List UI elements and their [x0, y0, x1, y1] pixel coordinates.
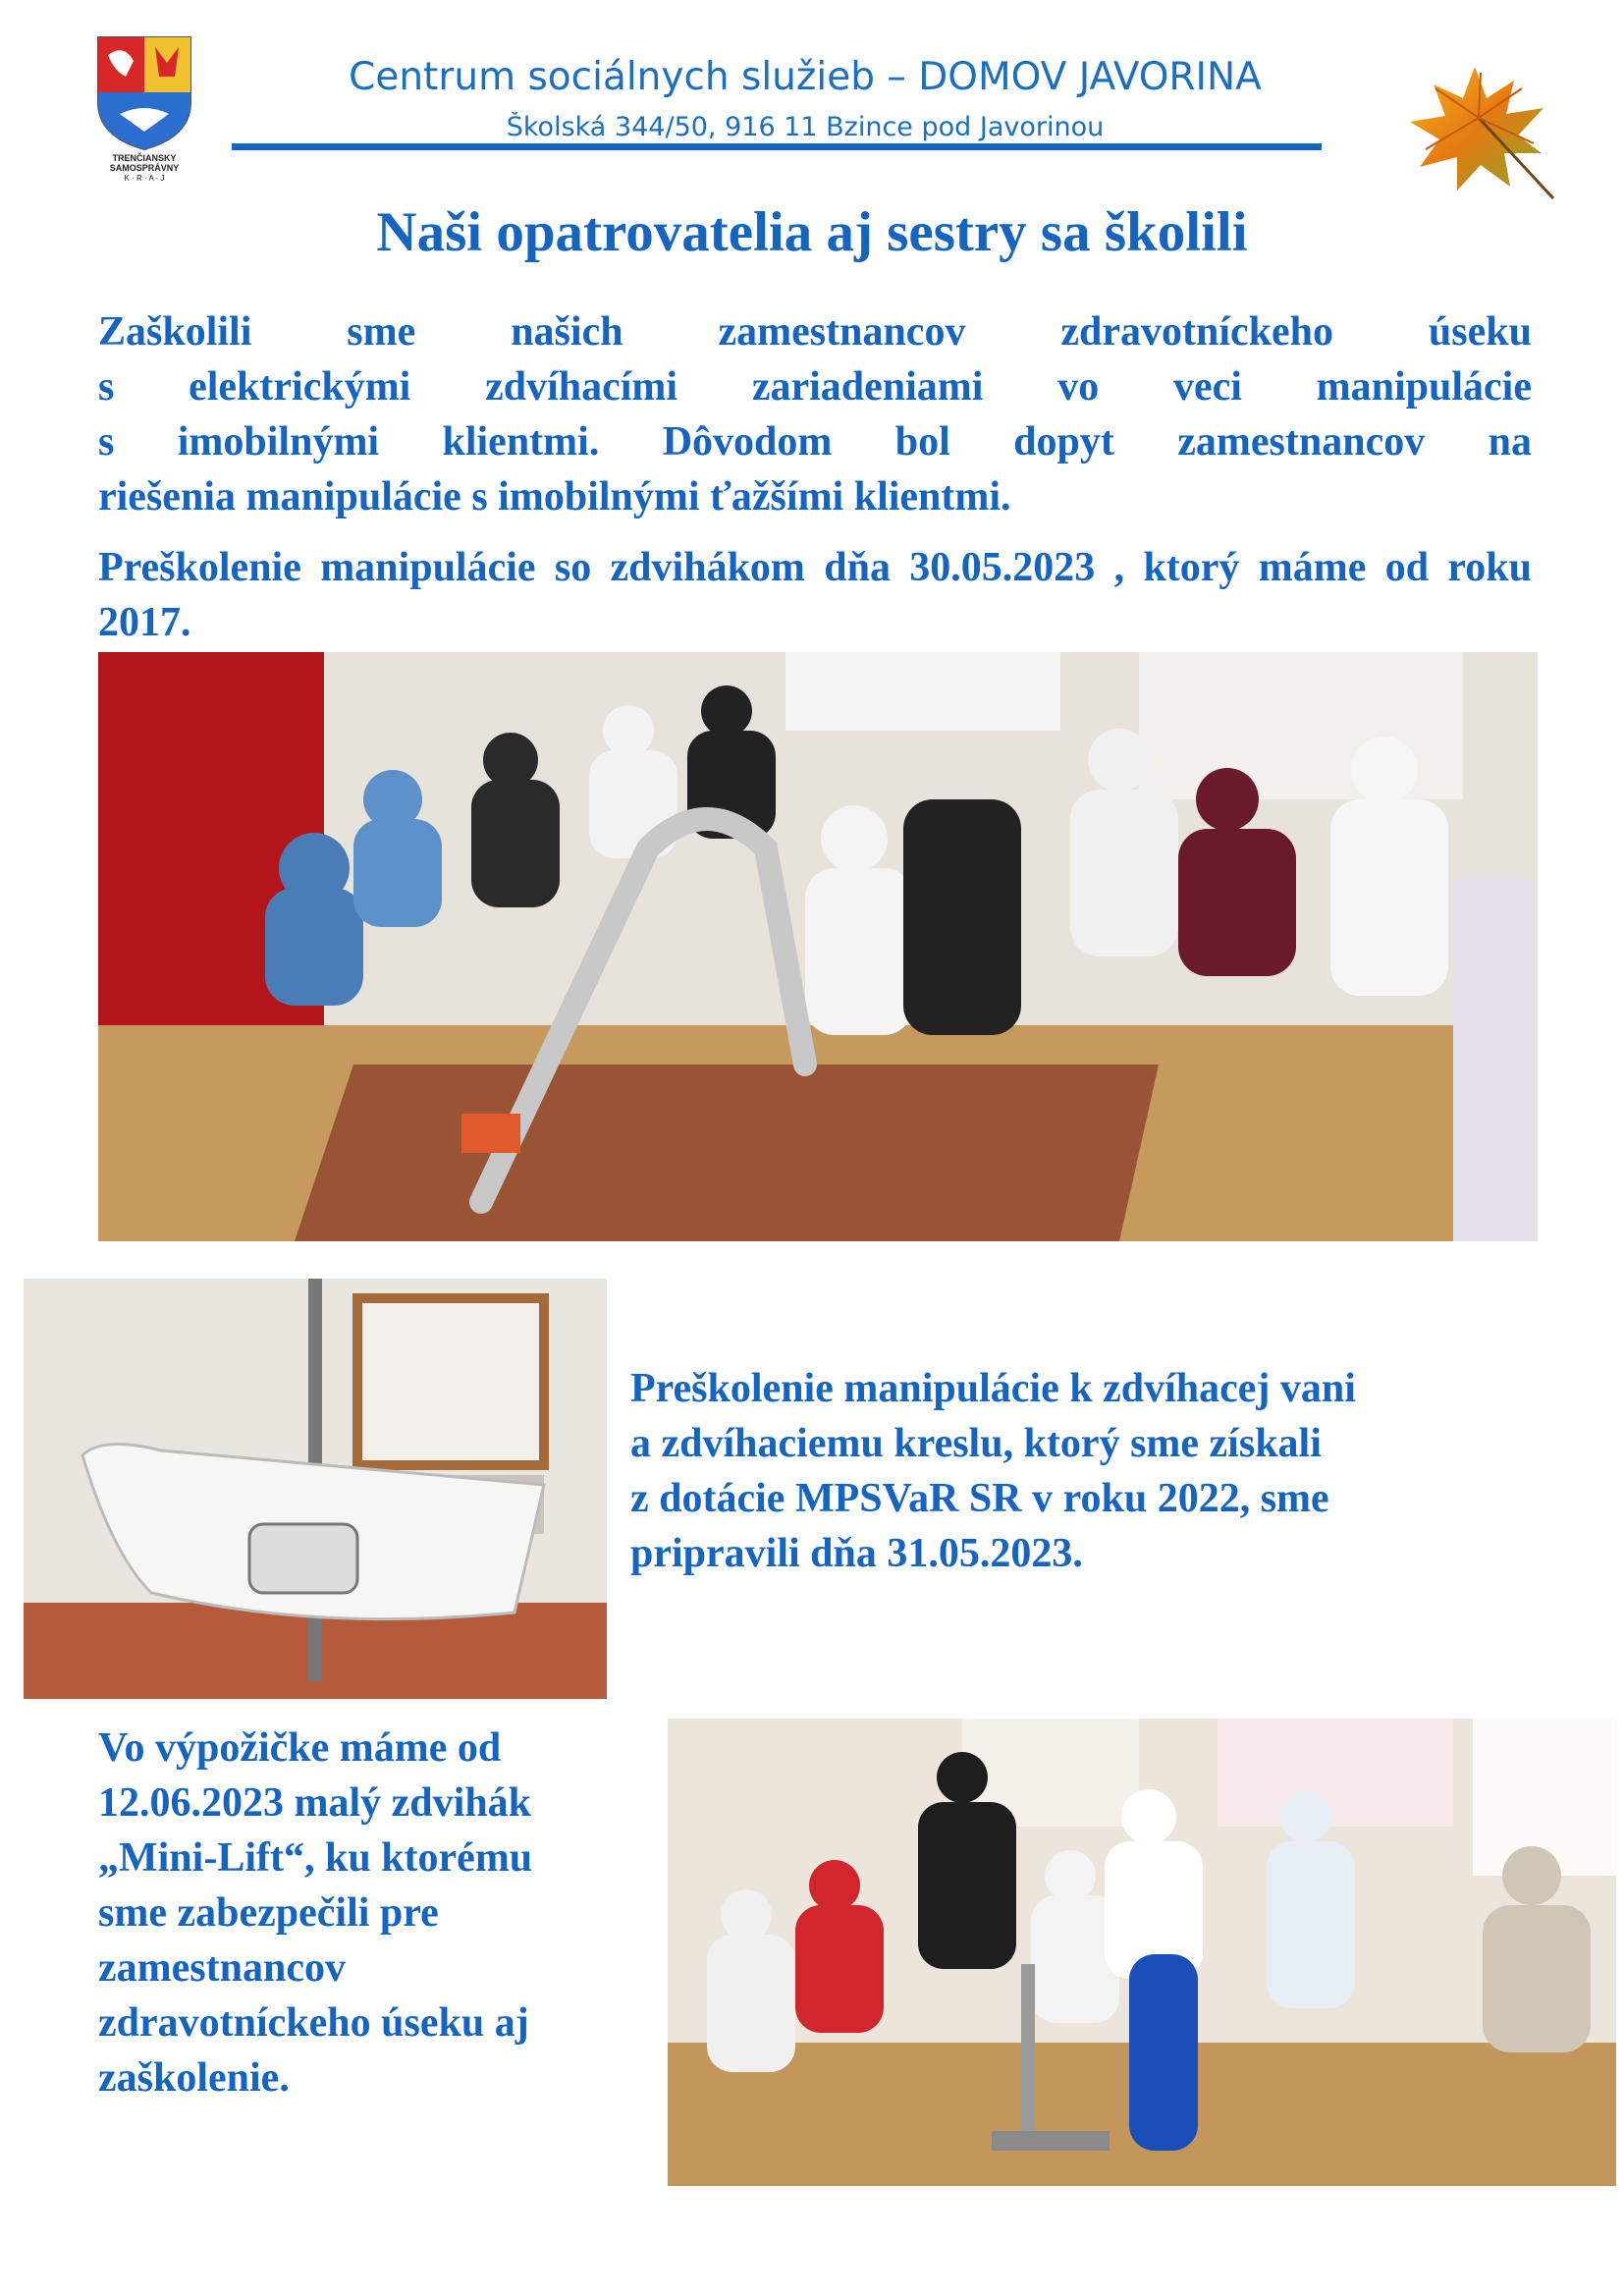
training2-line: Preškolenie manipulácie k zdvíhacej vani — [630, 1366, 1356, 1411]
training-paragraph-bath — [630, 1361, 1573, 1581]
training2-line: z dotácie MPSVaR SR v roku 2022, sme — [630, 1476, 1329, 1521]
organization-name: Centrum sociálnych služieb – DOMOV JAVORINA — [349, 55, 1262, 99]
svg-text:SAMOSPRÁVNY: SAMOSPRÁVNY — [109, 163, 180, 173]
training-room-photo — [98, 652, 1538, 1241]
svg-text:TRENČIANSKY: TRENČIANSKY — [112, 153, 177, 163]
svg-text:K · R · A · J: K · R · A · J — [124, 174, 165, 181]
minilift-line: zamestnancov — [98, 1945, 346, 1991]
intro-line: s elektrickými zdvíhacími zariadeniami vo veci manipulácie — [98, 364, 1532, 410]
training-paragraph-lift: Preškolenie manipulácie so zdvihákom dňa 30.05.2023 , ktorý máme od roku 2017. — [98, 545, 1532, 645]
minilift-line: Vo výpožičke máme od — [98, 1725, 502, 1771]
training2-line: a zdvíhaciemu kreslu, ktorý sme získali — [630, 1421, 1322, 1466]
minilift-line: „Mini-Lift“, ku ktorému — [98, 1835, 533, 1881]
minilift-paragraph — [98, 1721, 648, 2105]
intro-line: Zaškolili sme našich zamestnancov zdravotníckeho úseku — [98, 309, 1532, 355]
lifting-bath-photo — [24, 1279, 607, 1699]
trenciansky-kraj-crest-icon — [90, 33, 198, 181]
minilift-line: zdravotníckeho úseku aj — [98, 2000, 529, 2046]
minilift-line: sme zabezpečili pre — [98, 1890, 439, 1936]
autumn-leaf-icon — [1396, 59, 1563, 206]
intro-line: s imobilnými klientmi. Dôvodom bol dopyt zamestnancov na — [98, 419, 1532, 465]
intro-line: riešenia manipulácie s imobilnými ťažšími klientmi. — [98, 474, 1011, 519]
minilift-line: 12.06.2023 malý zdvihák — [98, 1780, 532, 1826]
intro-paragraph — [98, 304, 1532, 524]
minilift-line: zaškolenie. — [98, 2055, 290, 2101]
training2-line: pripravili dňa 31.05.2023. — [630, 1531, 1083, 1576]
minilift-training-photo — [668, 1719, 1616, 2186]
organization-address: Školská 344/50, 916 11 Bzince pod Javorinou — [506, 112, 1105, 141]
header-divider — [232, 143, 1322, 150]
page-title: Naši opatrovatelia aj sestry sa školili — [376, 201, 1248, 263]
